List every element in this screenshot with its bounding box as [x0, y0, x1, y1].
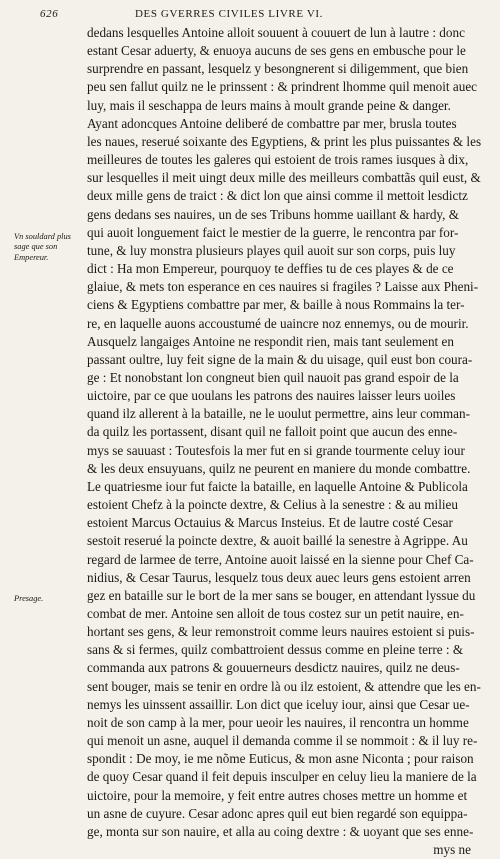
text-line: sans & si fermes, quilz combattroient dessus comme en pleine terre : & [87, 642, 464, 658]
running-head: DES GVERRES CIVILES LIVRE VI. [135, 8, 324, 20]
text-line: passant oultre, luy feit signe de la main & du uisage, quil eust bon coura- [87, 351, 473, 367]
text-line: meilleures de toutes les galeres qui estoient de trois rames iusques à dix, [87, 152, 469, 168]
text-line: qui auoit longuement faict le mestier de la guerre, le rencontra par for- [87, 224, 459, 240]
text-line: uictoire, par ce que uoulans les patrons des nauires laisser leurs uoiles [87, 388, 456, 404]
text-line: dict : Ha mon Empereur, pourquoy te deffies tu de ces playes & de ce [87, 261, 454, 277]
text-line: regard de larmee de terre, Antoine auoit laissé en la sienne pour Chef Ca- [87, 551, 474, 567]
text-line: Le quatriesme iour fut faicte la bataille, en laquelle Antoine & Publicola [87, 478, 468, 494]
text-line: ge, monta sur son nauire, et alla au coing dextre : & uoyant que ses enne- [87, 823, 474, 839]
text-line: ciens & Egyptiens combattre par mer, & baille à nous Rommains la ter- [87, 297, 465, 313]
text-line: da quilz les portassent, disant quil ne falloit point que aucun des enne- [87, 424, 458, 440]
text-line: mys se sauuast : Toutesfois la mer fut en si grande tourmente celuy iour [87, 442, 465, 458]
text-line: sur lesquelles il meit uingt deux mille des meilleurs combattãs quil eust, & [87, 170, 481, 186]
text-line: glaiue, & mets ton esperance en ces nauires si fragiles ? Laisse aux Pheni- [87, 279, 479, 295]
page-header [40, 4, 490, 24]
text-line: estoient Chefz à la poincte dextre, & Celius à la senestre : & au milieu [87, 497, 458, 513]
text-line: & les deux ensuyuans, quilz ne peurent en maniere du monde combattre. [87, 460, 471, 476]
text-line: deux mille gens de traict : & dict lon que ainsi comme il mettoit lesdictz [87, 188, 468, 204]
text-line: commanda aux patrons & gouuerneurs desdictz nauires, quilz ne deus- [87, 660, 460, 676]
text-line: les naues, reserué soixante des Egyptiens, & print les plus puissantes & les [87, 133, 482, 149]
text-line: hortant ses gens, & leur remonstroit comme leurs nauires estoient si puis- [87, 624, 475, 640]
text-line: estant Cesar aduerty, & enuoya aucuns de ses gens en embusche pour le [87, 43, 466, 59]
text-line: Ayant adoncques Antoine deliberé de combattre par mer, brusla toutes [87, 115, 457, 131]
text-line: uictoire, pour la memoire, y feit entre autres choses mettre un homme et [87, 787, 468, 803]
text-line: luy, mais il seschappa de leurs mains à moult grande peine & danger. [87, 97, 451, 113]
text-line: de quoy Cesar quand il feit depuis insculper en celuy lieu la maniere de la [87, 769, 477, 785]
text-line: nemys les uinssent assaillir. Lon dict que iceluy iour, ainsi que Cesar ue- [87, 696, 470, 712]
text-line: un asne de cuyure. Cesar adonc apres quil eut bien regardé son equippa- [87, 805, 468, 821]
text-line: tune, & luy monstra plusieurs playes quil auoit sur son corps, puis luy [87, 242, 456, 258]
text-line: spondit : De moy, ie me nõme Euticus, & mon asne Niconta ; pour raison [87, 751, 474, 767]
text-line: sent bouger, mais se tenir en ordre là ou ilz estoient, & attendre que les en- [87, 678, 481, 694]
text-line: mys ne [433, 842, 471, 858]
text-line: gens dedans ses nauires, un de ses Tribuns homme uaillant & hardy, & [87, 206, 460, 222]
margin-note: Vn souldard plus sage que son Empereur. [14, 232, 71, 262]
text-line: noit de son camp à la mer, pour ueoir les nauires, il rencontra un homme [87, 714, 469, 730]
text-line: dedans lesquelles Antoine alloit souuent à couuert de lun à lautre : donc [87, 25, 465, 40]
text-line: estoient Marcus Octauius & Marcus Insteius. Et de lautre costé Cesar [87, 515, 453, 531]
text-line: gez en bataille sur le bort de la mer sans se bouger, en attendant lyssue du [87, 587, 476, 603]
text-line: Ausquelz langaiges Antoine ne respondit rien, mais tant seulement en [87, 333, 454, 349]
text-line: qui menoit un asne, auquel il demanda comme il se nommoit : & il luy re- [87, 733, 478, 749]
text-line: sestoit reserué la poincte dextre, & auoit baillé la senestre à Agrippe. Au [87, 533, 468, 549]
page-number: 626 [40, 8, 59, 20]
body-text [87, 24, 495, 859]
text-line: quand ilz allerent à la bataille, ne le uoulut permettre, ains leur comman- [87, 406, 471, 422]
text-line: ge : Et nonobstant lon congneut bien quil nauoit pas grand espoir de la [87, 369, 459, 385]
text-line: combat de mer. Antoine sen alloit de tous costez sur un petit nauire, en- [87, 606, 464, 621]
text-line: peu sen fallut quilz ne le prinssent : & prindrent lhomme quil menoit auec [87, 79, 478, 95]
text-line: surprendre en passant, lesquelz y besongnerent si diligemment, que bien [87, 61, 469, 77]
text-line: nidius, & Cesar Taurus, lesquelz tous deux auec leurs gens estoient arren [87, 569, 471, 585]
margin-note: Presage. [14, 594, 44, 603]
text-line: re, en laquelle auons accoustumé de uaincre noz ennemys, ou de mourir. [87, 315, 469, 331]
